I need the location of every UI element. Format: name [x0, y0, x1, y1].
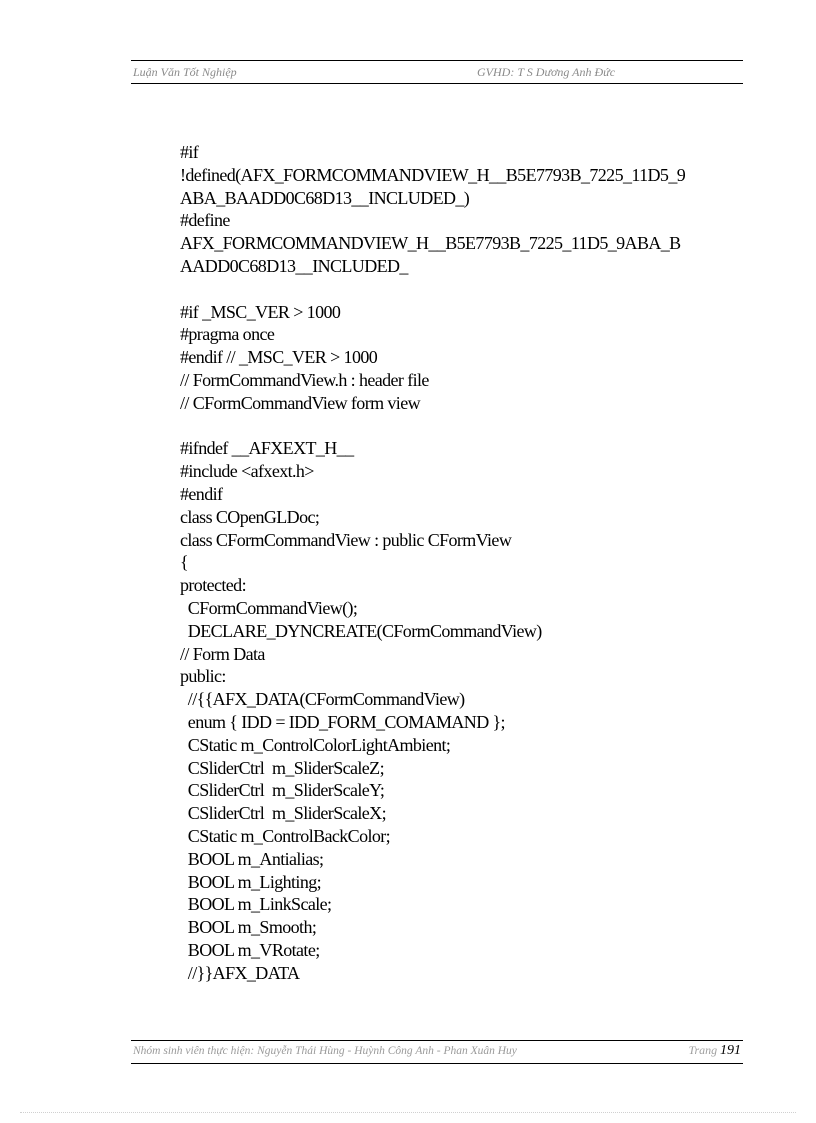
code-line: BOOL m_LinkScale;	[180, 894, 332, 915]
code-line	[180, 278, 740, 301]
code-line: //}}AFX_DATA	[180, 962, 300, 983]
code-line: BOOL m_VRotate;	[180, 939, 320, 960]
code-line: CSliderCtrl m_SliderScaleY;	[180, 780, 385, 801]
code-line: class CFormCommandView : public CFormView	[180, 529, 512, 550]
code-line: #ifndef __AFXEXT_H__	[180, 438, 354, 459]
header-advisor: GVHD: T S Dương Anh Đức	[477, 65, 616, 79]
code-listing	[180, 141, 740, 984]
code-line: #endif // _MSC_VER > 1000	[180, 347, 378, 368]
page-edge-divider	[20, 1112, 796, 1113]
code-line: #if _MSC_VER > 1000	[180, 301, 341, 322]
code-line: BOOL m_Antialias;	[180, 848, 324, 869]
code-line: BOOL m_Lighting;	[180, 871, 322, 892]
header-thesis-title: Luận Văn Tốt Nghiệp	[133, 65, 237, 79]
page-header	[131, 60, 743, 84]
code-line: #if	[180, 142, 199, 162]
code-line: #include <afxext.h>	[180, 461, 314, 482]
page-footer	[131, 1040, 743, 1064]
code-line: CStatic m_ControlBackColor;	[180, 825, 391, 846]
page-number-block	[688, 1043, 741, 1059]
code-line: AADD0C68D13__INCLUDED_	[180, 255, 408, 276]
code-line: class COpenGLDoc;	[180, 506, 320, 527]
code-line: // CFormCommandView form view	[180, 392, 420, 413]
code-line: public:	[180, 666, 226, 687]
code-line: CSliderCtrl m_SliderScaleX;	[180, 803, 386, 824]
code-line: CSliderCtrl m_SliderScaleZ;	[180, 757, 384, 778]
code-line: #endif	[180, 483, 223, 504]
code-line: protected:	[180, 575, 246, 596]
code-line: enum { IDD = IDD_FORM_COMAMAND };	[180, 711, 505, 732]
code-line: #define	[180, 210, 230, 231]
code-line: BOOL m_Smooth;	[180, 917, 317, 938]
code-line: CFormCommandView();	[180, 597, 358, 618]
page-label: Trang	[688, 1043, 718, 1057]
code-line: DECLARE_DYNCREATE(CFormCommandView)	[180, 620, 542, 641]
code-line	[180, 415, 740, 438]
code-line: {	[180, 552, 189, 573]
code-line: // Form Data	[180, 643, 265, 664]
code-line: // FormCommandView.h : header file	[180, 369, 429, 390]
code-line: #pragma once	[180, 324, 275, 345]
footer-authors: Nhóm sinh viên thực hiện: Nguyễn Thái Hùng - Huỳnh Công Anh - Phan Xuân Huy	[133, 1045, 517, 1057]
code-line: //{{AFX_DATA(CFormCommandView)	[180, 689, 465, 710]
code-line: AFX_FORMCOMMANDVIEW_H__B5E7793B_7225_11D5_9ABA_B	[180, 233, 681, 254]
code-line: !defined(AFX_FORMCOMMANDVIEW_H__B5E7793B_7225_11D5_9	[180, 164, 686, 185]
page-number: 191	[720, 1043, 741, 1058]
code-line: ABA_BAADD0C68D13__INCLUDED_)	[180, 187, 470, 208]
code-line: CStatic m_ControlColorLightAmbient;	[180, 734, 451, 755]
